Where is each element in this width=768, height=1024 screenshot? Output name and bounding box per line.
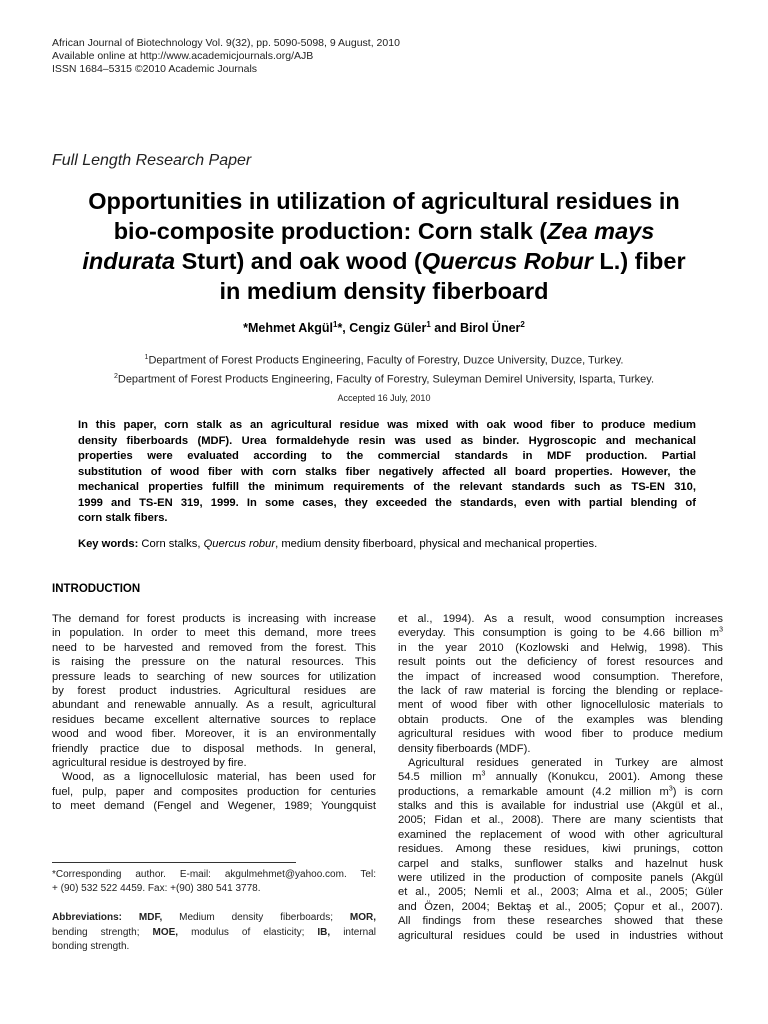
- journal-citation: African Journal of Biotechnology Vol. 9(32), pp. 5090-5098, 9 August, 2010: [52, 37, 400, 49]
- body-line: 54.5 million $m^3$ annually (Konukcu, 2001). Among these: [398, 770, 723, 784]
- abbreviations-line: Abbreviations: MDF, Medium density fiberboards; MOR,: [52, 912, 377, 923]
- body-line: everyday. This consumption is going to be 4.66 billion $m^3$: [398, 626, 723, 640]
- abbreviations-footnote: [52, 911, 376, 955]
- body-line: fuel, pulp, paper and composites production for centuries: [52, 785, 376, 798]
- body-line: wood and wood fiber. Moreover, it is an environmentally: [52, 728, 376, 741]
- body-line: residues became excellent alternative sources to replace: [52, 713, 376, 726]
- abbreviations-line: bending strength; MOE, modulus of elasticity; IB, internal: [52, 926, 376, 938]
- title-line: indurata Sturt) and oak wood (Quercus Robur L.) fiber: [82, 248, 686, 274]
- body-line: pressure leads to searching of new sources for utilization: [52, 670, 376, 683]
- abstract-line: corn stalk fibers.: [78, 512, 168, 524]
- body-line: were utilized in the production of composite panels (Akgül: [398, 872, 723, 885]
- body-line: examined the replacement of wood with other agricultural: [398, 828, 723, 841]
- affiliation-1: $^1$Department of Forest Products Engineering, Faculty of Forestry, Duzce University, Duzce, Turkey.: [144, 354, 624, 367]
- keywords: Key words: Corn stalks, Quercus robur, medium density fiberboard, physical and mechanical properties.: [78, 538, 598, 550]
- body-line: to meet demand (Fengel and Wegener, 1989; Youngquist: [52, 800, 376, 813]
- body-line: All findings from these researches showed that these: [398, 915, 723, 928]
- affiliation-2: $^2$Department of Forest Products Engineering, Faculty of Forestry, Suleyman Demirel University, Isparta, Turkey.: [113, 372, 655, 386]
- body-line: is raising the pressure on the natural resources. This: [52, 656, 376, 669]
- accepted-date: Accepted 16 July, 2010: [337, 393, 431, 403]
- body-line: stalks and this is available for industrial use (Akgül et al.,: [398, 800, 723, 813]
- abbreviations-line: bonding strength.: [52, 941, 130, 952]
- section-heading-introduction: INTRODUCTION: [52, 583, 141, 595]
- body-line: friendly practice due to disposal methods. In general,: [52, 742, 376, 755]
- journal-header: [52, 37, 400, 76]
- body-line: agricultural residues with wood fiber to produce medium: [398, 728, 723, 741]
- body-line: productions, a remarkable amount (4.2 million $m^3$) is corn: [398, 784, 723, 798]
- body-line: agricultural residues could be used in industries without: [398, 929, 723, 942]
- abstract-line: properties were evaluated according to the commercial standards in MDF production. Partial: [78, 450, 696, 462]
- body-line: ment of wood fiber with other lignocellulosic materials to: [398, 699, 723, 712]
- body-line: need to be harvested and removed from the forest. This: [52, 641, 376, 654]
- body-line: by forest product industries. Agricultural residues are: [52, 684, 376, 697]
- body-line: the lack of raw material is forcing the blending or replace-: [398, 684, 723, 697]
- abstract-line: density fiberboards (MDF). Urea formaldehyde resin was used as binder. Hygroscopic and mechanical: [78, 434, 696, 447]
- body-line: result points out the deficiency of forest resources and: [398, 656, 723, 669]
- body-line: abundant and renewable annually. As a result, agricultural: [52, 699, 376, 712]
- body-line: Wood, as a lignocellulosic material, has been used for: [62, 771, 376, 784]
- paper-title: [40, 186, 728, 306]
- body-line: residues. Among these residues, kiwi prunings, cotton: [398, 843, 723, 856]
- journal-url: Available online at http://www.academicjournals.org/AJB: [52, 50, 314, 62]
- body-line: 2005; Fidan et al., 2008). There are many scientists that: [398, 814, 723, 827]
- paper-type: Full Length Research Paper: [52, 152, 252, 169]
- abstract-line: In this paper, corn stalk as an agricultural residue was mixed with oak wood fiber to produce medium: [78, 419, 696, 431]
- body-line: et al., 1994). As a result, wood consumption increases: [398, 613, 723, 625]
- body-line: density fiberboards (MDF).: [398, 742, 531, 755]
- footnote-line: *Corresponding author. E-mail: akgulmehmet@yahoo.com. Tel:: [52, 869, 376, 880]
- journal-issn: ISSN 1684–5315 ©2010 Academic Journals: [52, 63, 258, 75]
- abstract-line: 1999 and TS-EN 319, 1999. In some cases, they exceeded the standards, even with partial blending of: [78, 496, 696, 509]
- title-line: in medium density fiberboard: [219, 278, 549, 304]
- body-line: The demand for forest products is increasing with increase: [52, 613, 376, 625]
- body-line: carpel and stalks, sunflower stalks and hazelnut husk: [398, 857, 723, 870]
- body-line: the impact of increased wood consumption. Therefore,: [398, 670, 723, 683]
- title-line: Opportunities in utilization of agricultural residues in: [88, 188, 680, 214]
- abstract-line: substitution of wood fiber with corn stalks fiber negatively affected all board properties. However, the: [78, 465, 696, 478]
- abstract: [78, 418, 696, 527]
- corresponding-author-footnote: [52, 868, 376, 896]
- affiliations: [0, 350, 768, 387]
- footnote-divider: [52, 862, 296, 863]
- body-line: obtain products. One of the examples was blending: [398, 713, 723, 726]
- left-column: [52, 612, 376, 813]
- body-line: in the year 2010 (Kozlowski and Helwig, 1998). This: [398, 641, 723, 654]
- footnote-line: + (90) 532 522 4459. Fax: +(90) 380 541 3778.: [52, 883, 261, 894]
- body-line: in population. In order to meet this demand, more trees: [52, 627, 376, 640]
- body-line: and Özen, 2004; Bektaş et al., 2005; Çopur et al., 2007).: [398, 900, 723, 913]
- author-list: *Mehmet Akgül$^1$*, Cengiz Güler$^1$ and Birol Üner$^2$: [243, 320, 525, 336]
- abstract-line: mechanical properties fulfill the minimum requirements of the relevant standards such as TS-EN 310,: [78, 481, 696, 493]
- right-column: [398, 612, 723, 943]
- body-line: Agricultural residues generated in Turkey are almost: [408, 756, 723, 769]
- body-line: et al., 2005; Nemli et al., 2003; Alma et al., 2005; Güler: [398, 886, 723, 899]
- title-line: bio-composite production: Corn stalk (Zea mays: [113, 218, 655, 244]
- body-line: agricultural residue is destroyed by fire.: [52, 756, 247, 769]
